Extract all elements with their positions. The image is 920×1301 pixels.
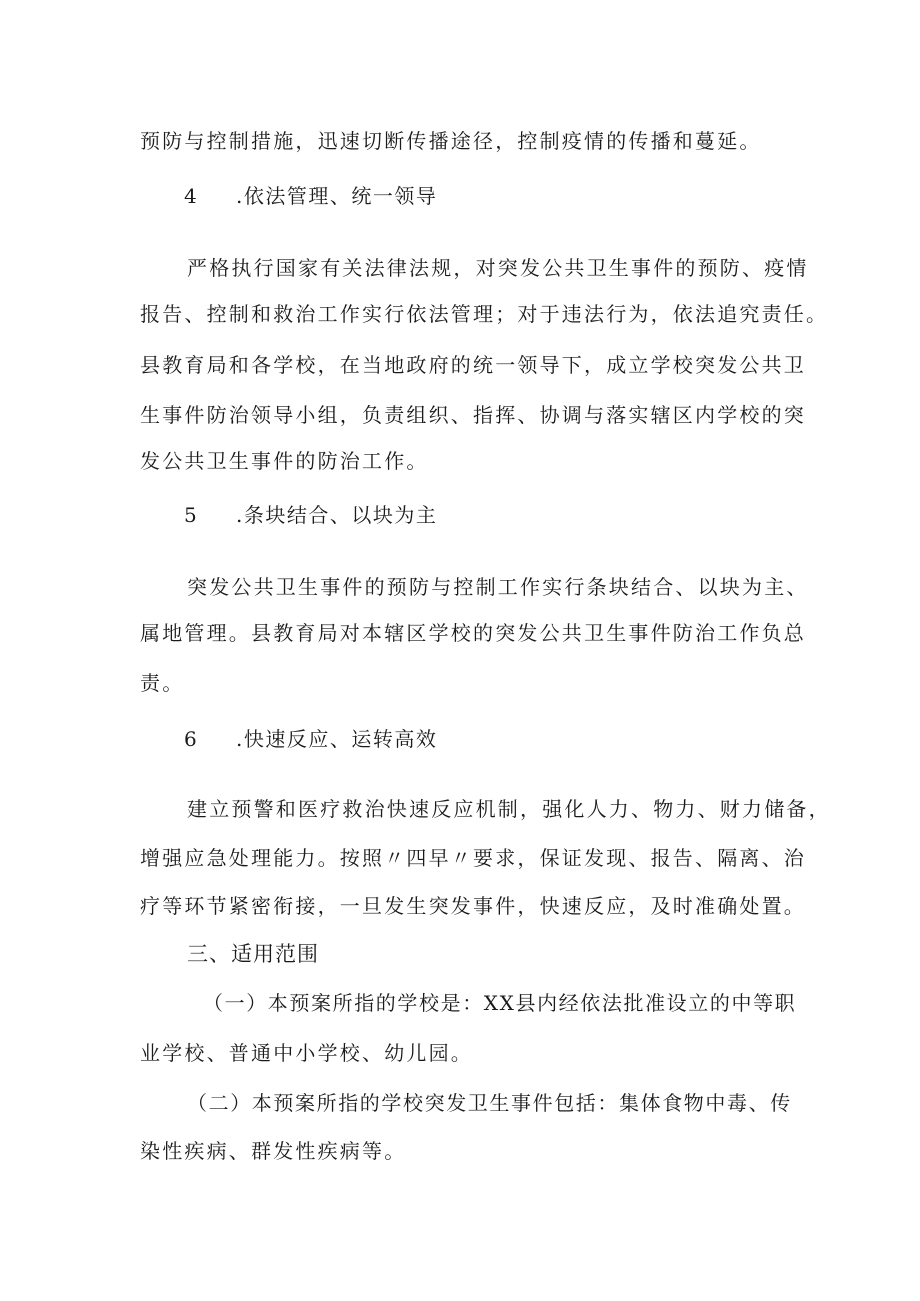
principle-5-title: .条块结合、以块为主 (236, 503, 438, 527)
principle-6-number: 6 (184, 727, 197, 751)
paragraph-line: 建立预警和医疗救治快速反应机制，强化人力、物力、财力储备， (187, 797, 831, 821)
principle-4-title: .依法管理、统一领导 (236, 184, 438, 208)
paragraph-line: 染性疾病、群发性疾病等。 (140, 1139, 407, 1163)
section-3-title: 三、适用范围 (187, 942, 319, 966)
principle-6-title: .快速反应、运转高效 (236, 727, 438, 751)
paragraph-line: 突发公共卫生事件的预防与控制工作实行条块结合、以块为主、 (187, 575, 809, 599)
paragraph-line: 县教育局和各学校，在当地政府的统一领导下，成立学校突发公共卫 (140, 353, 806, 377)
principle-5-number: 5 (184, 503, 197, 527)
paragraph-line: 发公共卫生事件的防治工作。 (140, 449, 429, 473)
paragraph-line: 属地管理。县教育局对本辖区学校的突发公共卫生事件防治工作负总 (140, 621, 806, 645)
paragraph-line: 业学校、普通中小学校、幼儿园。 (140, 1041, 473, 1065)
paragraph-line: 预防与控制措施，迅速切断传播途径，控制疫情的传播和蔓延。 (140, 129, 762, 153)
paragraph-line: 严格执行国家有关法律法规，对突发公共卫生事件的预防、疫情 (187, 256, 809, 280)
paragraph-line: 责。 (140, 671, 185, 695)
paragraph-line: （一）本预案所指的学校是：XX县内经依法批准设立的中等职 (203, 991, 797, 1015)
paragraph-line: 生事件防治领导小组，负责组织、指挥、协调与落实辖区内学校的突 (140, 403, 806, 427)
paragraph-line: 疗等环节紧密衔接，一旦发生突发事件，快速反应，及时准确处置。 (140, 894, 806, 918)
principle-4-number: 4 (184, 184, 197, 208)
paragraph-line: 增强应急处理能力。按照〃四早〃要求，保证发现、报告、隔离、治 (140, 846, 806, 870)
paragraph-line: （二）本预案所指的学校突发卫生事件包括：集体食物中毒、传 (187, 1091, 792, 1115)
paragraph-line: 报告、控制和救治工作实行依法管理；对于违法行为，依法追究责任。 (140, 302, 829, 326)
